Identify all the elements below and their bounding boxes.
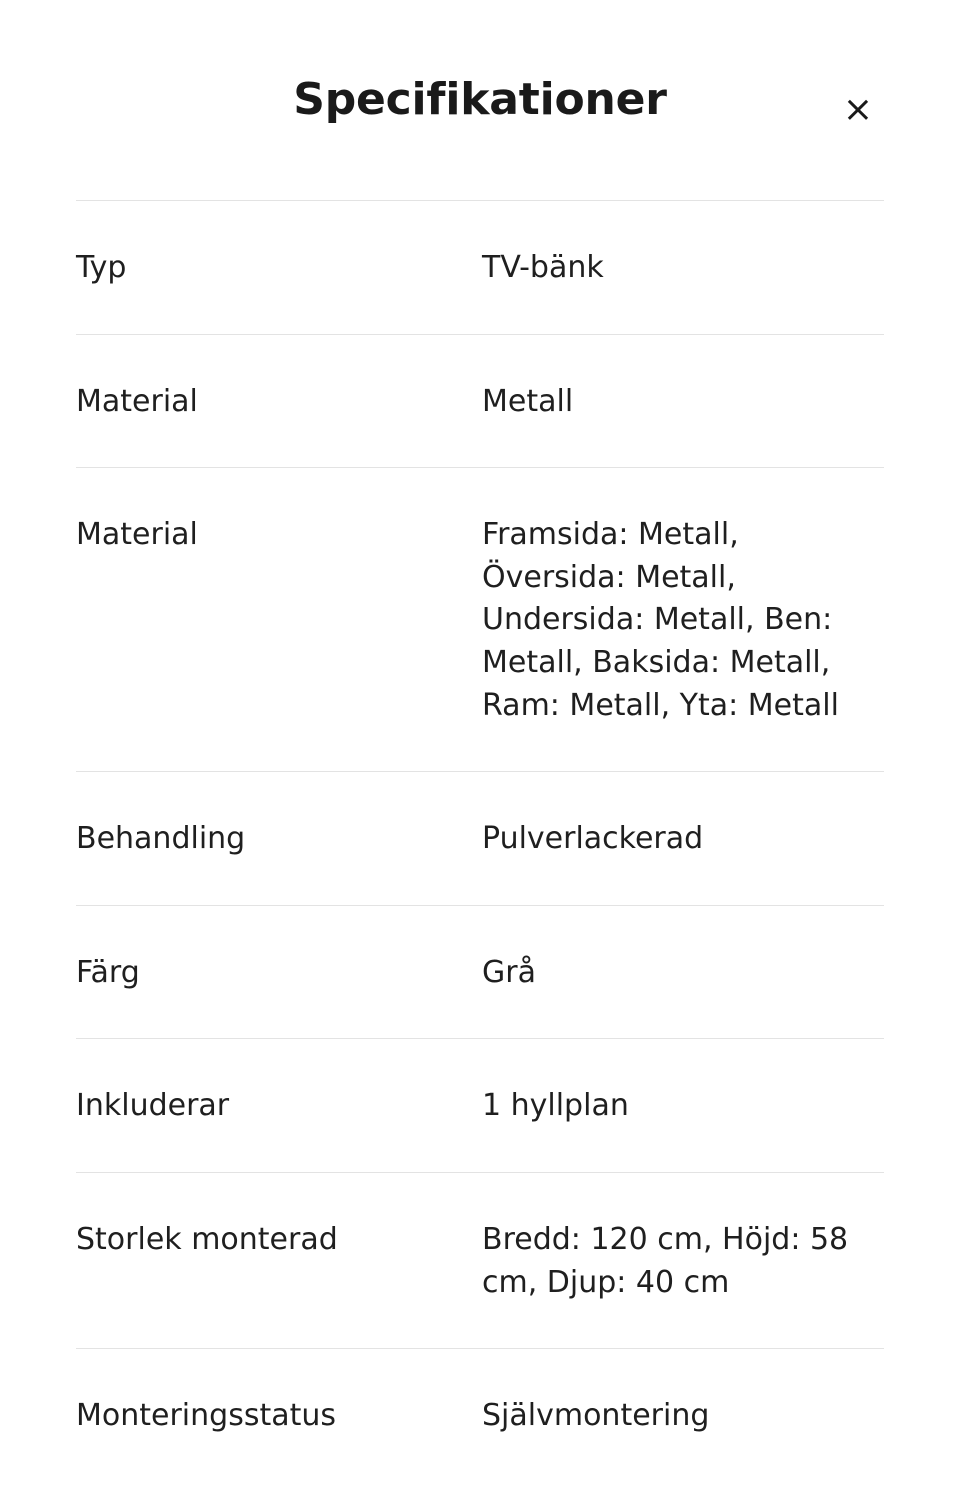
close-icon[interactable]: ×	[836, 88, 880, 132]
table-row	[76, 1172, 884, 1348]
table-row	[76, 334, 884, 468]
spec-label: Material	[76, 517, 198, 553]
spec-label: Inkluderar	[76, 1088, 230, 1124]
spec-label: Material	[76, 383, 198, 419]
table-row	[76, 1349, 884, 1438]
specifications-table-body	[76, 201, 884, 1438]
spec-label: Monteringsstatus	[76, 1398, 337, 1434]
spec-label: Behandling	[76, 821, 246, 857]
spec-label: Typ	[76, 250, 127, 285]
spec-label: Storlek monterad	[76, 1221, 338, 1257]
spec-value: Framsida: Metall, Översida: Metall, Undersida: Metall, Ben: Metall, Baksida: Metall, Ram: Metall, Yta: Metall	[482, 517, 839, 723]
spec-value: Metall	[482, 383, 574, 419]
spec-value: 1 hyllplan	[482, 1088, 629, 1124]
spec-label: Färg	[76, 954, 140, 990]
modal-header	[76, 0, 884, 200]
page-title: Specifikationer	[293, 73, 667, 125]
spec-value: Pulverlackerad	[482, 821, 704, 857]
table-row	[76, 201, 884, 335]
spec-value: TV-bänk	[482, 250, 604, 285]
table-row	[76, 468, 884, 772]
table-row	[76, 905, 884, 1039]
table-row	[76, 772, 884, 906]
spec-value: Grå	[482, 954, 536, 990]
specifications-table	[76, 200, 884, 1438]
spec-value: Bredd: 120 cm, Höjd: 58 cm, Djup: 40 cm	[482, 1221, 849, 1300]
spec-value: Självmontering	[482, 1398, 710, 1434]
table-row	[76, 1039, 884, 1173]
